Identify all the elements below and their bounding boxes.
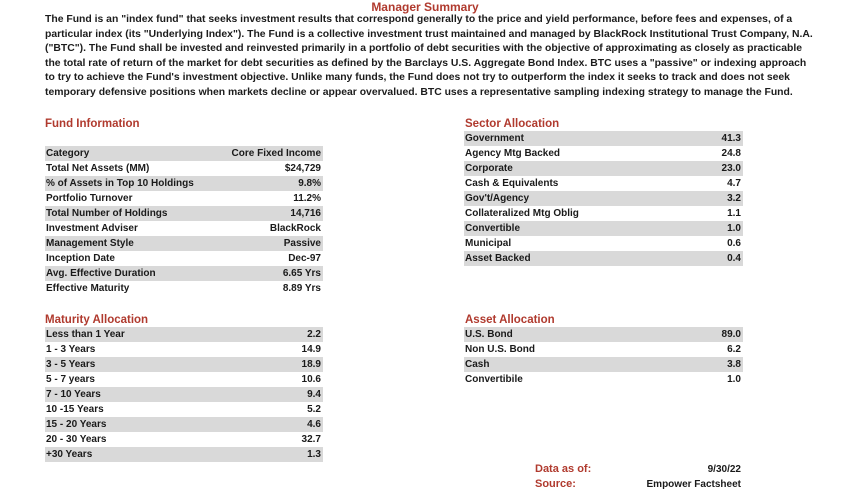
table-row — [45, 327, 323, 342]
row-label: Cash — [465, 359, 490, 370]
row-value: 6.65 Yrs — [282, 268, 321, 279]
row-label: Corporate — [465, 163, 513, 174]
row-value: 1.0 — [727, 374, 741, 385]
data-as-of-label: Data as of: — [535, 463, 592, 475]
table-row — [45, 221, 323, 236]
asset-allocation-title: Asset Allocation — [465, 314, 555, 326]
table-row — [45, 417, 323, 432]
fund-information-table — [45, 131, 323, 296]
row-label: Total Net Assets (MM) — [46, 163, 150, 174]
row-label: Convertibile — [465, 374, 523, 385]
table-row — [45, 176, 323, 191]
row-value: 14.9 — [301, 344, 321, 355]
row-value: 0.6 — [727, 238, 741, 249]
table-row — [45, 281, 323, 296]
table-row — [45, 131, 323, 146]
table-row — [464, 327, 743, 342]
row-value: 8.89 Yrs — [282, 283, 321, 294]
row-value: 24.8 — [721, 148, 741, 159]
table-row — [464, 251, 743, 266]
table-row — [464, 342, 743, 357]
row-label: Effective Maturity — [46, 283, 130, 294]
row-label: Non U.S. Bond — [465, 344, 535, 355]
table-row — [45, 266, 323, 281]
table-row — [464, 176, 743, 191]
table-row — [45, 372, 323, 387]
maturity-allocation-title: Maturity Allocation — [45, 314, 149, 326]
row-value: 41.3 — [721, 133, 741, 144]
row-value: 32.7 — [301, 434, 321, 445]
row-value: 0.4 — [727, 253, 741, 264]
row-value: 9.4 — [307, 389, 321, 400]
row-value: 11.2% — [293, 193, 321, 204]
table-row — [464, 131, 743, 146]
row-label: Cash & Equivalents — [465, 178, 559, 189]
table-row — [464, 161, 743, 176]
table-row — [45, 161, 323, 176]
sector-allocation-table — [464, 131, 743, 266]
table-row — [464, 357, 743, 372]
table-row — [45, 206, 323, 221]
table-row — [464, 236, 743, 251]
row-value: 10.6 — [301, 374, 321, 385]
row-label: 10 -15 Years — [46, 404, 104, 415]
row-label: Total Number of Holdings — [46, 208, 168, 219]
row-label: 20 - 30 Years — [46, 434, 107, 445]
data-as-of-value: 9/30/22 — [707, 464, 741, 475]
table-row — [45, 402, 323, 417]
row-label: 7 - 10 Years — [46, 389, 101, 400]
table-row — [45, 236, 323, 251]
row-label: Less than 1 Year — [46, 329, 125, 340]
table-row — [45, 387, 323, 402]
row-value: Core Fixed Income — [231, 148, 321, 159]
sector-allocation-title: Sector Allocation — [465, 118, 560, 130]
table-row — [464, 372, 743, 387]
maturity-allocation-table — [45, 327, 323, 462]
table-row — [45, 251, 323, 266]
row-label: Category — [46, 148, 90, 159]
row-value: 23.0 — [721, 163, 741, 174]
source-label: Source: — [535, 478, 576, 490]
row-label: Collateralized Mtg Oblig — [465, 208, 579, 219]
row-value: 1.3 — [307, 449, 321, 460]
row-value: $24,729 — [284, 163, 321, 174]
row-label: Portfolio Turnover — [46, 193, 133, 204]
asset-allocation-table — [464, 327, 743, 387]
row-label: Inception Date — [46, 253, 115, 264]
table-row — [45, 357, 323, 372]
table-row — [45, 447, 323, 462]
table-row — [45, 342, 323, 357]
row-label: Avg. Effective Duration — [46, 268, 156, 279]
row-value: 18.9 — [301, 359, 321, 370]
row-value: 3.2 — [727, 193, 741, 204]
manager-summary-body: The Fund is an "index fund" that seeks investment results that correspond generally to the price and yield performance, before fees and expenses, of a particular index (its "Underlying Index"). The Fund is a collective investment trust maintained and managed by BlackRock Institutional Trust Company, N.A. ("BTC"). The Fund shall be invested and reinvested primarily in a portfolio of debt securities with the objective of approximating as closely as practicable the total rate of return of the market for debt securities as defined by the Barclays U.S. Aggregate Bond Index. BTC uses a "passive" or indexing approach to try to achieve the Fund's investment objective. Unlike many funds, the Fund does not try to outperform the index it seeks to track and does not seek temporary defensive positions when markets decline or appear overvalued. BTC uses a representative sampling indexing strategy to manage the Fund. — [45, 14, 813, 98]
row-label: Asset Backed — [465, 253, 531, 264]
row-value: Dec-97 — [288, 253, 321, 264]
row-value: 2.2 — [307, 329, 321, 340]
row-value: 4.7 — [727, 178, 741, 189]
row-label: 15 - 20 Years — [46, 419, 107, 430]
row-label: Agency Mtg Backed — [465, 148, 561, 159]
table-row — [464, 206, 743, 221]
row-value: 4.6 — [307, 419, 321, 430]
row-value: 6.2 — [727, 344, 741, 355]
source-value: Empower Factsheet — [646, 479, 741, 490]
row-value: 89.0 — [721, 329, 741, 340]
row-label: Municipal — [465, 238, 512, 249]
fund-information-title: Fund Information — [45, 118, 140, 130]
row-value: 1.1 — [727, 208, 741, 219]
row-label: Management Style — [46, 238, 134, 249]
row-value: 14,716 — [290, 208, 321, 219]
table-row — [45, 432, 323, 447]
row-value: 1.0 — [727, 223, 741, 234]
row-value: 5.2 — [307, 404, 321, 415]
row-label: Investment Adviser — [46, 223, 138, 234]
row-label: U.S. Bond — [465, 329, 513, 340]
row-label: Government — [465, 133, 524, 144]
table-row — [464, 221, 743, 236]
table-row — [464, 146, 743, 161]
row-label: Gov't/Agency — [465, 193, 530, 204]
row-value: BlackRock — [269, 223, 321, 234]
row-label: Convertible — [465, 223, 521, 234]
row-label: 1 - 3 Years — [46, 344, 96, 355]
table-row — [45, 191, 323, 206]
row-label: 3 - 5 Years — [46, 359, 96, 370]
row-label: % of Assets in Top 10 Holdings — [46, 178, 194, 189]
table-row — [464, 191, 743, 206]
row-value: 9.8% — [298, 178, 321, 189]
row-value: Passive — [283, 238, 321, 249]
row-label: +30 Years — [46, 449, 93, 460]
row-value: 3.8 — [727, 359, 741, 370]
row-label: 5 - 7 years — [46, 374, 95, 385]
manager-summary-title: Manager Summary — [371, 0, 479, 14]
table-row — [45, 146, 323, 161]
